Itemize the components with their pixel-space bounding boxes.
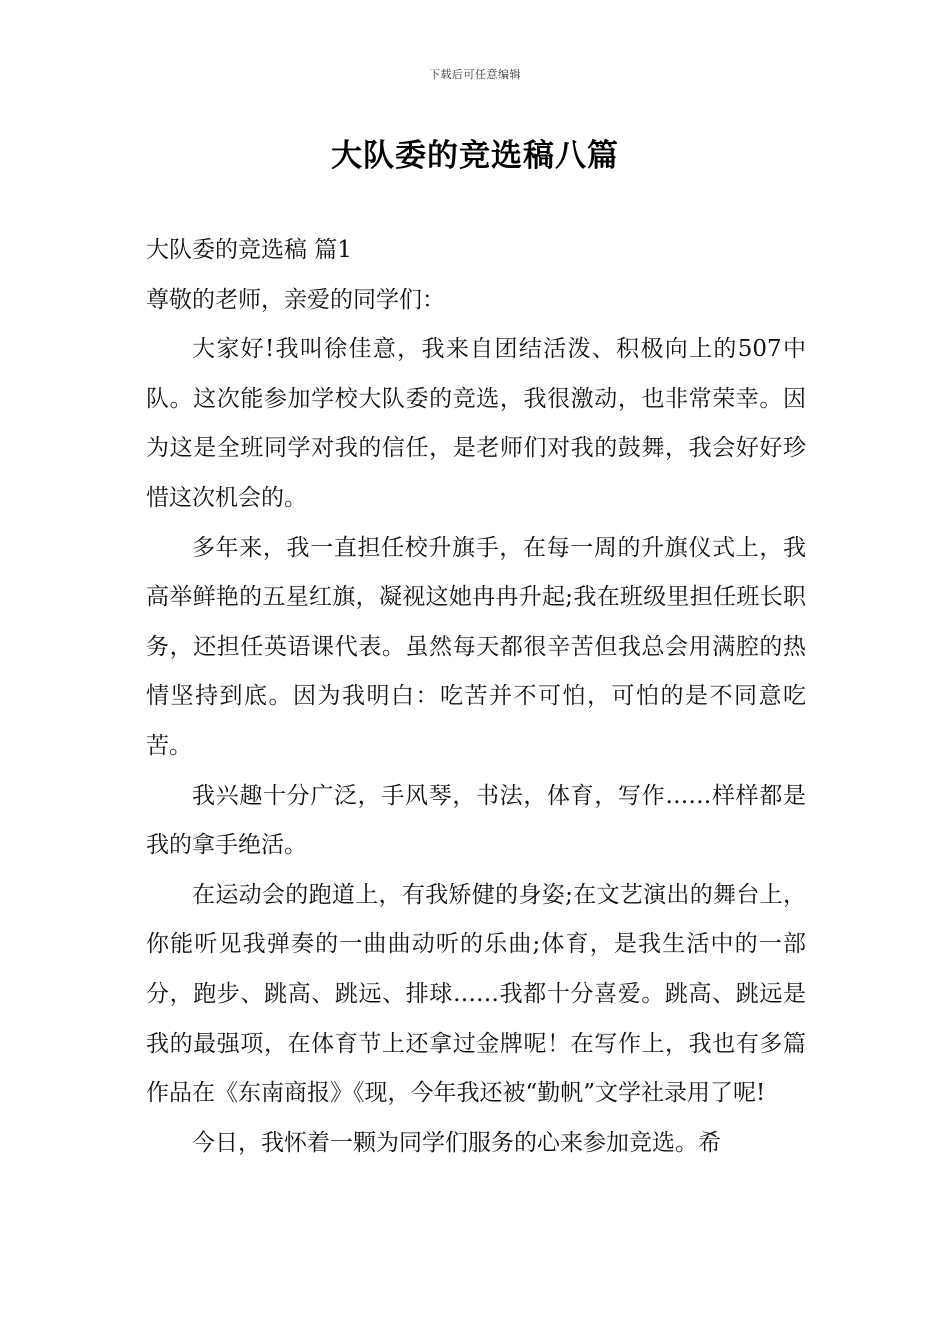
section-heading: 大队委的竞选稿 篇1 xyxy=(146,237,352,263)
header-note: 下载后可任意编辑 xyxy=(429,68,521,81)
paragraph: 在运动会的跑道上，有我矫健的身姿;在文艺演出的舞台上，你能听见我弹奏的一曲曲动听的乐曲;体育，是我生活中的一部分，跑步、跳高、跳远、排球……我都十分喜爱。跳高、跳远是我的最强项，在体育节上还拿过金牌呢！在写作上，我也有多篇作品在《东南商报》《现，今年我还被“勤帆”文学社录用了呢! xyxy=(146,881,806,1107)
document-title: 大队委的竞选稿八篇 xyxy=(331,138,619,174)
document-body xyxy=(146,226,806,1168)
paragraph: 多年来，我一直担任校升旗手，在每一周的升旗仪式上，我高举鲜艳的五星红旗，凝视这她冉冉升起;我在班级里担任班长职务，还担任英语课代表。虽然每天都很辛苦但我总会用满腔的热情坚持到底。因为我明白：吃苦并不可怕，可怕的是不同意吃苦。 xyxy=(146,534,806,759)
salutation: 尊敬的老师，亲爱的同学们： xyxy=(146,286,445,313)
paragraph: 我兴趣十分广泛，手风琴，书法，体育，写作……样样都是我的拿手绝活。 xyxy=(146,782,806,859)
paragraph: 今日，我怀着一颗为同学们服务的心来参加竞选。希 xyxy=(192,1129,721,1156)
paragraph: 大家好!我叫徐佳意，我来自团结活泼、积极向上的507中队。这次能参加学校大队委的竞选，我很激动，也非常荣幸。因为这是全班同学对我的信任，是老师们对我的鼓舞，我会好好珍惜这次机会的。 xyxy=(146,336,806,511)
